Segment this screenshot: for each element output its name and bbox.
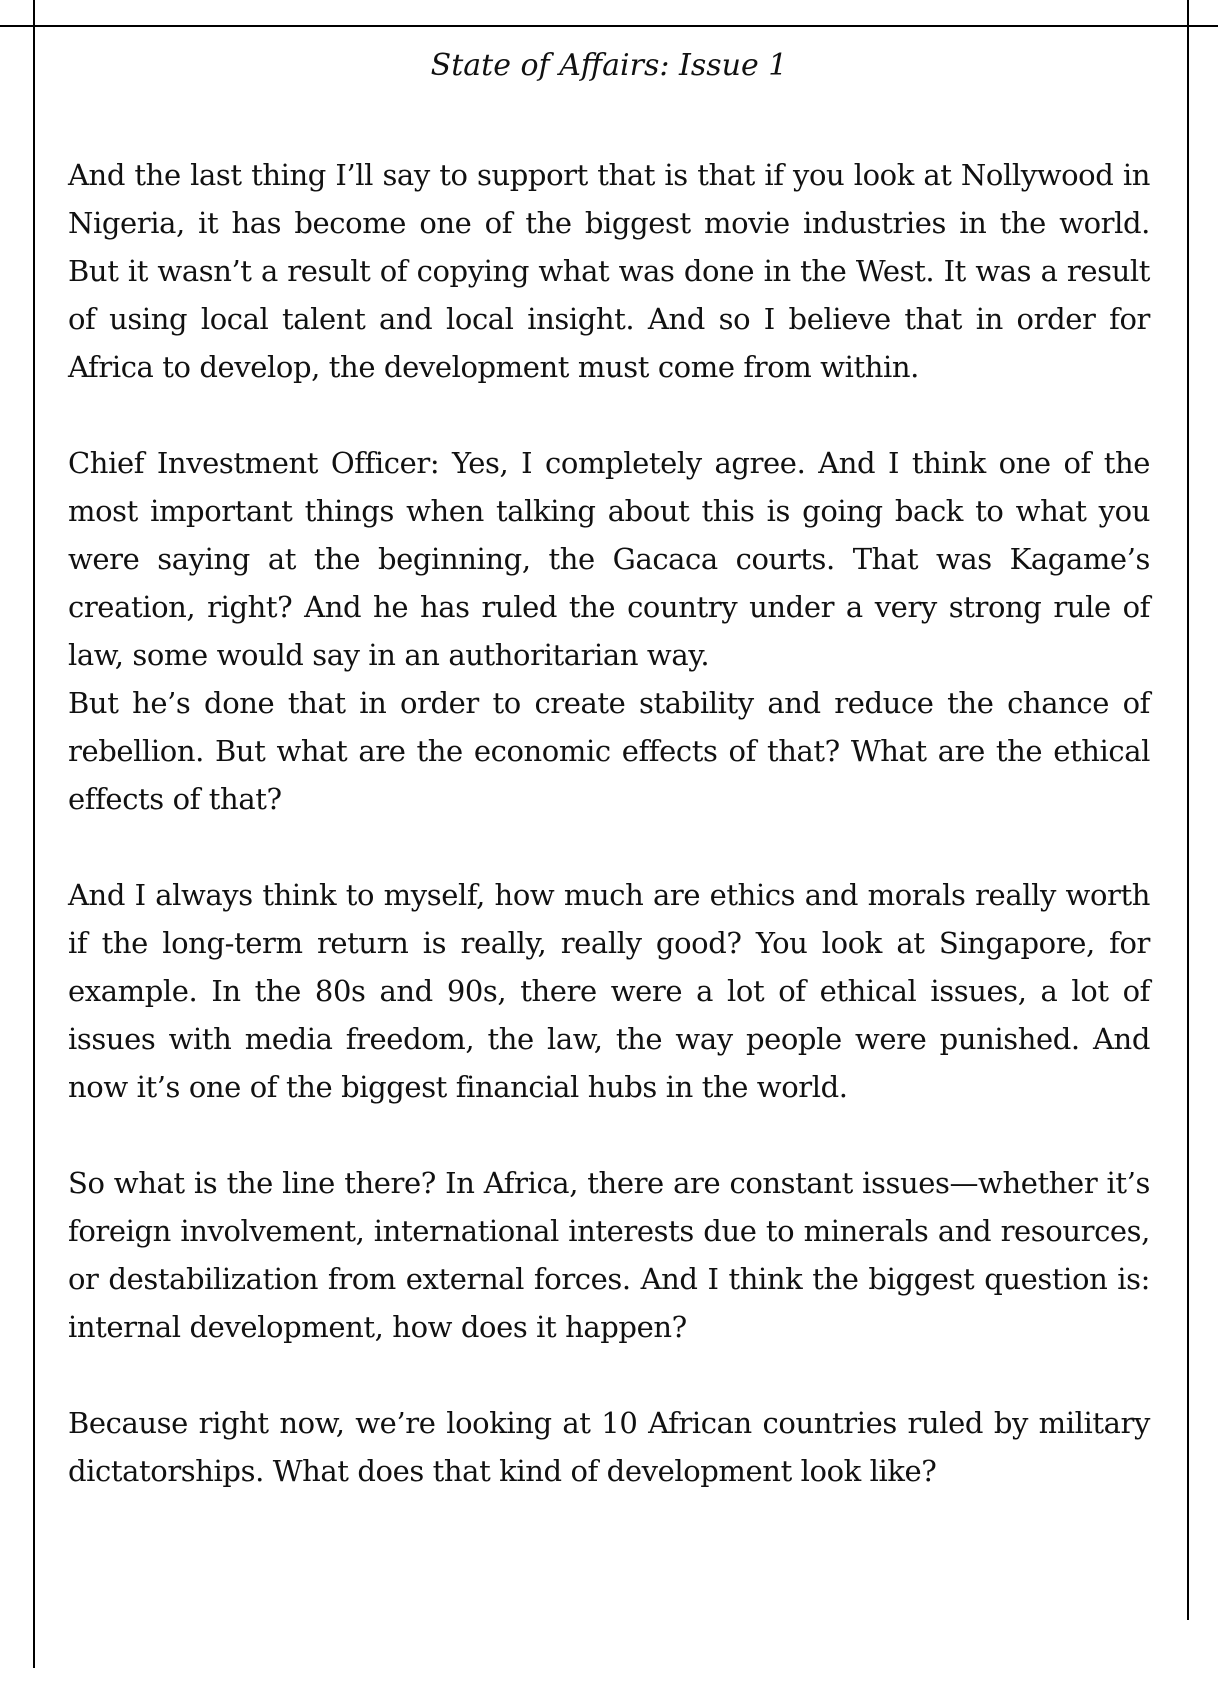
paragraph-africa-issues: So what is the line there? In Africa, there are constant issues—whether it’s foreign involvement, international interests due to minerals and resources, or destabilization from external forces. And I think the biggest question is: internal development, how does it happen? (68, 1166, 1150, 1344)
document-body (68, 151, 1150, 1543)
paragraph-ethics-singapore: And I always think to myself, how much are ethics and morals really worth if the long-term return is really, really good? You look at Singapore, for example. In the 80s and 90s, there were a lot of ethical issues, a lot of issues with media freedom, the law, the way people were punished. And now it’s one of the biggest financial hubs in the world. (68, 878, 1150, 1104)
paragraph-stability: But he’s done that in order to create stability and reduce the chance of rebellion. But what are the economic effects of that? What are the ethical effects of that? (68, 686, 1150, 816)
left-margin-rule (33, 0, 35, 1668)
right-margin-rule (1187, 0, 1189, 1620)
paragraph-nollywood: And the last thing I’ll say to support that is that if you look at Nollywood in Nigeria, it has become one of the biggest movie industries in the world. But it wasn’t a result of copying what was done in the West. It was a result of using local talent and local insight. And so I believe that in order for Africa to develop, the development must come from within. (68, 158, 1150, 384)
page-header-title: State of Affairs: Issue 1 (430, 48, 788, 83)
top-rule (0, 25, 1218, 27)
paragraph-military-dictatorships: Because right now, we’re looking at 10 African countries ruled by military dictatorships. What does that kind of development look like? (68, 1406, 1150, 1488)
paragraph-cio-response: Chief Investment Officer: Yes, I completely agree. And I think one of the most important things when talking about this is going back to what you were saying at the beginning, the Gacaca courts. That was Kagame’s creation, right? And he has ruled the country under a very strong rule of law, some would say in an authoritarian way. (68, 446, 1150, 672)
